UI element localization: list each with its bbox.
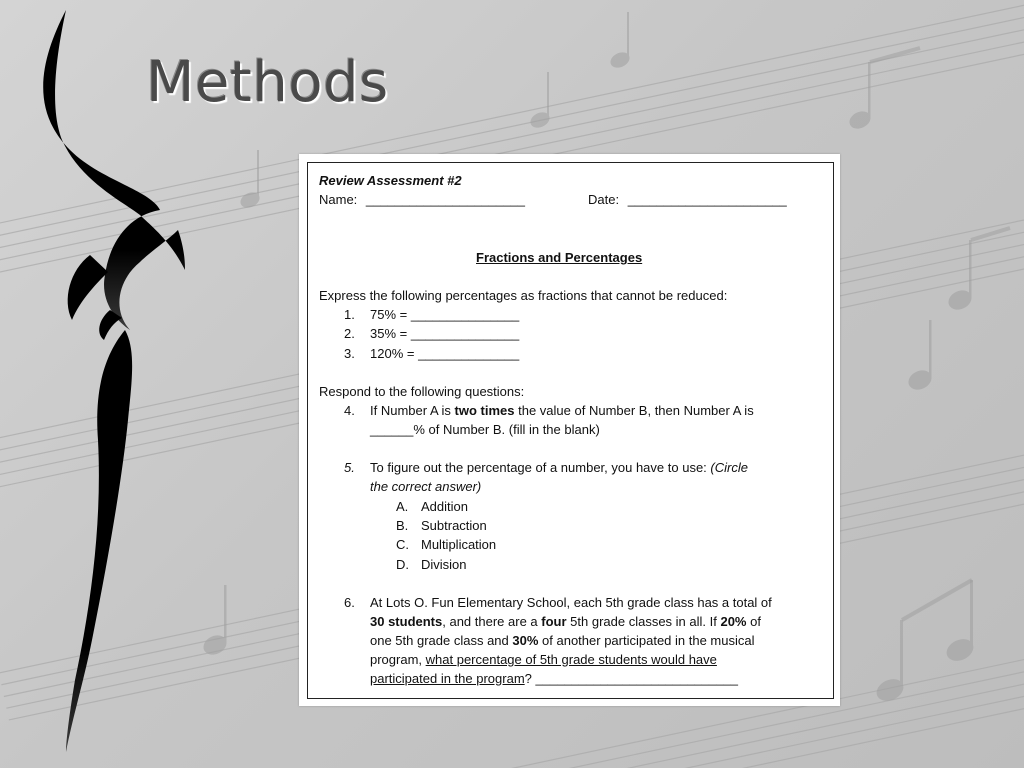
name-blank: ______________________	[365, 192, 525, 207]
item-text: 120% = ______________	[370, 346, 520, 361]
question-text: the value of Number B, then Number A is	[514, 403, 754, 418]
question-text: one 5th grade class and	[370, 633, 513, 648]
question-underlined: participated in the program	[370, 671, 525, 686]
item-number: 2.	[344, 326, 355, 341]
answer-option	[396, 537, 496, 553]
document-border	[307, 162, 834, 699]
question-6-line2	[370, 614, 761, 630]
question-5-hint-line2: the correct answer)	[370, 479, 482, 494]
assessment-document	[299, 154, 840, 706]
question-underlined: what percentage of 5th grade students would have	[425, 652, 717, 667]
black-swirl-ornament	[0, 0, 200, 768]
question-text: of another participated in the musical	[538, 633, 755, 648]
document-heading: Review Assessment #2	[319, 173, 462, 188]
item-number: 1.	[344, 307, 355, 322]
date-field	[588, 192, 787, 208]
question-text: ? ____________________________	[524, 671, 738, 686]
date-label: Date:	[588, 192, 620, 207]
date-blank: ______________________	[627, 192, 787, 207]
option-text: Subtraction	[421, 518, 487, 533]
option-letter: D.	[396, 557, 409, 572]
part2-instruction: Respond to the following questions:	[319, 384, 525, 399]
item-number: 3.	[344, 346, 355, 361]
list-item	[344, 307, 519, 323]
item-text: 75% = _______________	[370, 307, 520, 322]
part1-instruction: Express the following percentages as fractions that cannot be reduced:	[319, 288, 728, 303]
option-letter: A.	[396, 499, 409, 514]
question-text: 5th grade classes in all. If	[566, 614, 721, 629]
question-emphasis: two times	[454, 403, 515, 418]
question-emphasis: 30%	[512, 633, 539, 648]
question-6-line5	[370, 671, 738, 687]
question-emphasis: 30 students	[370, 614, 443, 629]
question-text: program,	[370, 652, 426, 667]
option-letter: C.	[396, 537, 409, 552]
list-item	[344, 346, 519, 362]
question-text: If Number A is	[370, 403, 455, 418]
question-number: 4.	[344, 403, 355, 418]
question-text: To figure out the percentage of a number, you have to use:	[370, 460, 711, 475]
question-6-line3	[370, 633, 755, 649]
option-text: Multiplication	[421, 537, 497, 552]
name-label: Name:	[319, 192, 358, 207]
slide-title: Methods	[146, 50, 389, 115]
item-text: 35% = _______________	[370, 326, 520, 341]
question-hint: (Circle	[710, 460, 748, 475]
answer-option	[396, 499, 468, 515]
answer-option	[396, 557, 467, 573]
question-text: , and there are a	[442, 614, 542, 629]
question-6	[344, 595, 772, 611]
question-6-line4	[370, 652, 717, 668]
question-number: 6.	[344, 595, 355, 610]
option-text: Division	[421, 557, 467, 572]
section-title: Fractions and Percentages	[476, 250, 643, 265]
question-4	[344, 403, 754, 419]
question-4-line2: ______% of Number B. (fill in the blank)	[370, 422, 600, 437]
option-text: Addition	[421, 499, 468, 514]
answer-option	[396, 518, 487, 534]
question-emphasis: 20%	[720, 614, 747, 629]
question-5	[344, 460, 748, 476]
question-number: 5.	[344, 460, 355, 475]
question-text: of	[746, 614, 761, 629]
option-letter: B.	[396, 518, 409, 533]
question-emphasis: four	[541, 614, 567, 629]
question-text: At Lots O. Fun Elementary School, each 5th grade class has a total of	[370, 595, 772, 610]
list-item	[344, 326, 519, 342]
name-field	[319, 192, 525, 208]
